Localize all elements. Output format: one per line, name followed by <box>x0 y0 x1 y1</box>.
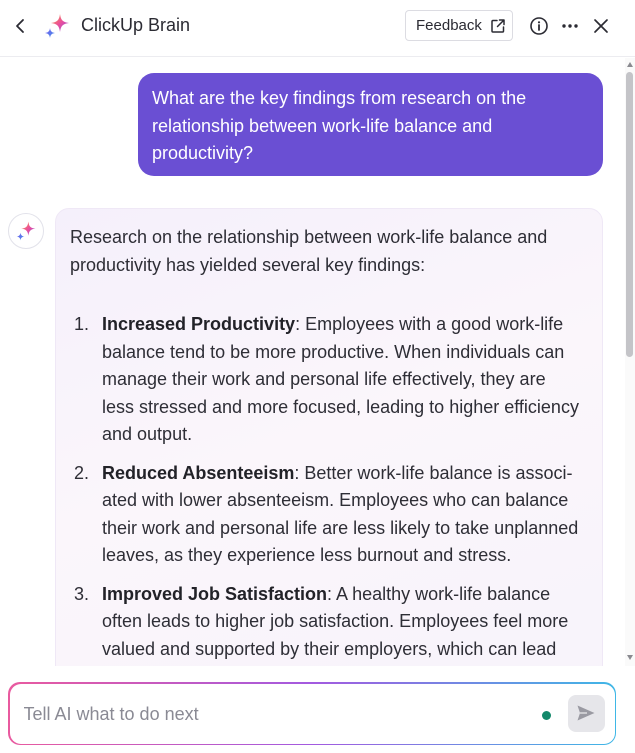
feedback-label: Feedback <box>416 17 482 34</box>
finding-title: Improved Job Satisfaction <box>102 583 328 604</box>
feedback-button[interactable] <box>405 10 513 41</box>
ai-avatar <box>8 213 44 249</box>
prompt-input[interactable] <box>24 703 504 727</box>
composer-box <box>10 684 615 744</box>
ai-intro-text: Research on the relationship between work-life balance and productivity has yielded several key findings: <box>70 227 548 275</box>
sparkle-icon <box>43 12 71 40</box>
finding-item <box>70 311 582 449</box>
info-icon <box>529 16 549 36</box>
close-button[interactable] <box>588 13 614 39</box>
scroll-down-arrow-icon[interactable] <box>627 655 633 660</box>
scrollbar-thumb[interactable] <box>626 72 633 357</box>
user-message: What are the key findings from research on the relationship between work-life balance and productivity? <box>138 73 603 176</box>
finding-title: Increased Productivity <box>102 314 296 334</box>
more-horizontal-icon <box>560 16 580 36</box>
external-link-icon <box>490 18 506 34</box>
close-icon <box>592 17 610 35</box>
more-options-button[interactable] <box>557 13 583 39</box>
info-button[interactable] <box>526 13 552 39</box>
scroll-up-arrow-icon[interactable] <box>627 62 633 67</box>
finding-text: : A healthy work-life balance often leads to higher job satisfaction. Employees feel more valued and supported by their employers, which can lead <box>102 583 569 659</box>
back-button[interactable] <box>8 13 34 39</box>
finding-text: : Better work-life balance is associated with lower absenteeism. Employees who can balance their work and personal life are less likely to take unplanned leaves, as they experience less burnout and stress. <box>102 462 579 565</box>
finding-title: Reduced Absenteeism <box>102 462 295 483</box>
finding-item <box>70 581 582 664</box>
status-indicator <box>542 711 551 720</box>
finding-number: 2. <box>74 462 90 483</box>
finding-number: 3. <box>74 583 90 604</box>
ai-message <box>55 208 603 666</box>
finding-number: 1. <box>74 314 90 334</box>
sparkle-icon <box>15 220 37 242</box>
page-title: ClickUp Brain <box>81 15 191 35</box>
composer <box>8 682 616 745</box>
send-button[interactable] <box>568 695 605 732</box>
header <box>0 0 635 57</box>
chevron-left-icon <box>14 18 28 34</box>
send-icon <box>576 704 596 722</box>
finding-item <box>70 460 582 570</box>
finding-text: : Employees with a good work-life balance tend to be more productive. When individuals can manage their work and personal life effectively, they are less stressed and more focused, leading to higher efficiency and output. <box>102 314 579 444</box>
chat-thread <box>0 58 625 666</box>
